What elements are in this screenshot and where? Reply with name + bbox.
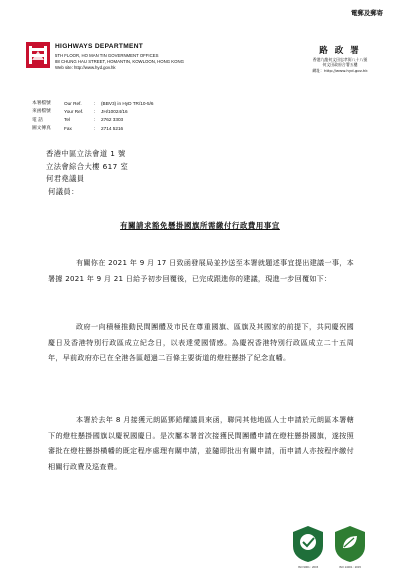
reference-colon: : — [94, 100, 96, 106]
address-zh-line2: 何文田政府合署五樓 — [322, 62, 358, 68]
salutation: 何議員： — [48, 187, 79, 196]
reference-colon: : — [94, 108, 96, 114]
reference-value: JH/10024/16 — [101, 108, 128, 114]
reference-label-en: Your Ref. — [64, 108, 84, 114]
recipient-line1: 香港中區立法會道 1 號 — [46, 149, 126, 158]
reference-row — [32, 124, 154, 132]
reference-value: (BBV3) in HyD TR/10-5/6 — [101, 100, 154, 106]
address-zh-line1: 香港九龍何文田忠孝街八十八號 — [312, 57, 368, 62]
address-en-line1: 5TH FLOOR, HO MAN TIN GOVERNMENT OFFICES — [55, 53, 159, 58]
reference-label-en: Our Ref. — [64, 100, 82, 106]
recipient-line2: 立法會綜合大樓 617 室 — [46, 161, 129, 171]
reference-colon: : — [94, 117, 96, 123]
certification-leaf-icon — [332, 524, 368, 564]
subject-text: 有關請求豁免懸掛國旗所需繳付行政費用事宜 — [120, 221, 280, 230]
reference-label-zh: 電 話 — [32, 117, 43, 123]
reference-table — [32, 99, 154, 132]
reference-label-zh: 來函檔號 — [32, 109, 51, 115]
body-paragraph-2: 政府一向積極推動民間團體及市民在尊重國旗、區旗及其國家的前提下，共同慶祝國慶日及香港特別行政區成立紀念日，以表達愛國情感。為慶祝香港特別行政區成立二十五周年，早前政府亦已在全港各區超過二百條主要街道的燈柱懸掛了紀念直幡。 — [48, 322, 354, 363]
address-zh — [288, 57, 392, 73]
body-paragraph-3: 本署於去年 8 月接獲元朗區鄧鉛耀議員來函，聯同其他地區人士申請於元朗區本署轄下的燈柱懸掛國旗以慶祝國慶日。是次屬本署首次接獲民間團體申請在燈柱懸掛國旗，遂按照審批在燈柱懸掛橫幡的既定程序處理有關申請，並隨即批出有關申請，而申請人亦按程序繳付相關行政費及巡查費。 — [48, 415, 354, 471]
reference-colon: : — [94, 125, 96, 131]
reference-label-en: Tel — [64, 117, 70, 123]
reference-label-zh: 本署檔號 — [32, 101, 51, 107]
reference-label-en: Fax — [64, 125, 72, 131]
website-zh: 網址：http://www.hyd.gov.hk — [312, 67, 368, 73]
reference-label-zh: 圖文傳真 — [32, 126, 51, 132]
reference-value: 2762 3303 — [101, 117, 124, 123]
iso-14001-certification-badge — [332, 524, 368, 576]
dept-name-en: HIGHWAYS DEPARTMENT — [55, 43, 144, 50]
certification-label: ISO 14001 : 2015 — [339, 565, 361, 569]
reference-row — [32, 99, 154, 107]
dept-name-zh: 路 政 署 — [319, 46, 361, 56]
delivery-mark: 電郵及郵寄 — [351, 9, 383, 17]
recipient-block — [46, 148, 128, 186]
subject-line — [0, 220, 400, 231]
hyd-logo-icon — [26, 42, 50, 68]
certification-shield-icon — [290, 524, 326, 564]
recipient-name: 何君堯議員 — [46, 174, 85, 183]
reference-row — [32, 107, 154, 115]
certification-label: ISO 9001 : 2015 — [297, 565, 319, 569]
body-paragraph-1: 有關你在 2021 年 9 月 17 日致函發展局並抄送至本署就題述事宜提出建議一事，本署據 2021 年 9 月 21 日給予初步回覆後，已完成跟進你的建議，現進一步回覆如下： — [48, 258, 354, 283]
website-en: Web site: http://www.hyd.gov.hk — [55, 65, 116, 70]
reference-row — [32, 116, 154, 124]
iso-9001-certification-badge — [290, 524, 326, 576]
address-en-line2: 88 CHUNG HAU STREET, HOMANTIN, KOWLOON, HONG KONG — [55, 59, 184, 64]
reference-value: 2714 5216 — [101, 125, 124, 131]
